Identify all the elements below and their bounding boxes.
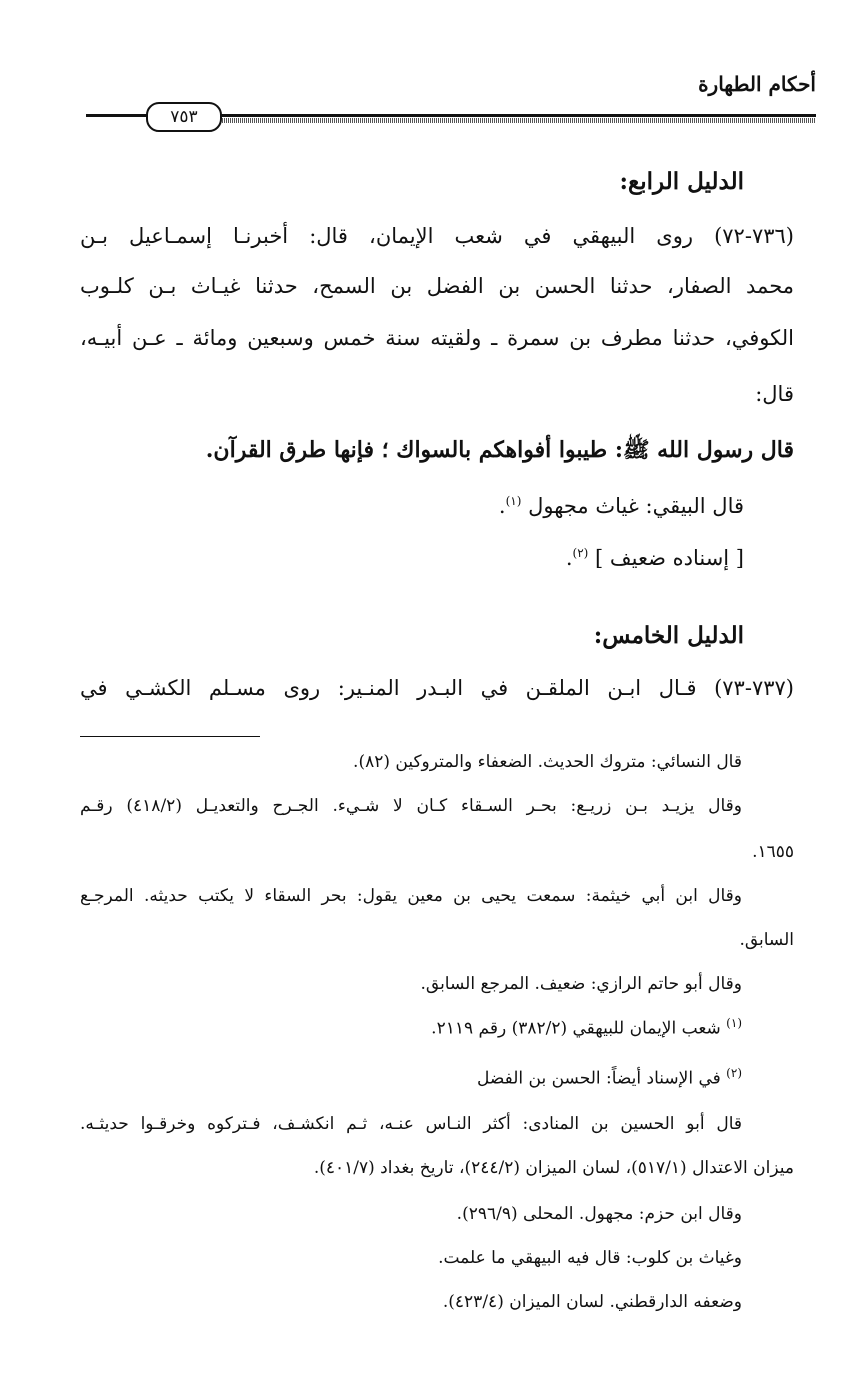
- isnad-grade: [566, 546, 744, 570]
- paragraph-line: محمد الصفار، حدثنا الحسن بن الفضل بن السمح، حدثنا غيـاث بـن كلـوب: [80, 274, 794, 298]
- header-rule-hatch: [216, 118, 816, 123]
- footnote-ref-1: (١): [505, 494, 522, 508]
- footnote-line: وقال أبو حاتم الرازي: ضعيف. المرجع السابق.: [420, 974, 742, 994]
- footnote-line: السابق.: [739, 930, 794, 950]
- bayhaqi-text: قال البيقي: غياث مجهول: [528, 494, 744, 518]
- heading-fourth-evidence: الدليل الرابع:: [619, 168, 744, 195]
- paragraph-line: (٧٣٦-٧٢) روى البيهقي في شعب الإيمان، قال: أخبرنـا إسمـاعيل بـن: [80, 224, 794, 248]
- footnote-2-mark: (٢): [726, 1066, 742, 1080]
- running-title: أحكام الطهارة: [698, 72, 816, 96]
- page-number-badge: ٧٥٣: [146, 102, 222, 132]
- footnote-line: وقال ابن أبي خيثمة: سمعت يحيى بن معين يقول: بحر السقاء لا يكتب حديثه. المرجـع: [80, 886, 742, 906]
- footnote-line: قال أبو الحسين بن المنادى: أكثر النـاس عنـه، ثـم انكشـف، فـتركوه وخرقـوا حديثـه.: [80, 1114, 742, 1134]
- bayhaqi-statement: [499, 494, 744, 518]
- footnote-1-text: شعب الإيمان للبيهقي (٣٨٢/٢) رقم ٢١١٩.: [431, 1018, 721, 1039]
- period: .: [498, 494, 506, 518]
- footnote-line: وغياث بن كلوب: قال فيه البيهقي ما علمت.: [438, 1248, 742, 1268]
- paragraph-line: الكوفي، حدثنا مطرف بن سمرة ـ ولقيته سنة خمس وسبعين ومائة ـ عـن أبيـه،: [80, 326, 794, 350]
- footnote-line: وقال يزيـد بـن زريـع: بحـر السـقاء كـان لا شـيء. الجـرح والتعديـل (٤١٨/٢) رقـم: [80, 796, 742, 816]
- period: .: [565, 546, 573, 570]
- grade-text: [ إسناده ضعيف ]: [595, 546, 744, 570]
- paragraph-line: قال:: [755, 382, 794, 406]
- footnote-ref-2: (٢): [572, 546, 589, 560]
- footnote-2: [477, 1066, 742, 1089]
- footnote-line: ميزان الاعتدال (٥١٧/١)، لسان الميزان (٢٤٤/٢)، تاريخ بغداد (٤٠١/٧).: [313, 1158, 794, 1178]
- footnote-1-mark: (١): [726, 1016, 742, 1030]
- footnote-line: وضعفه الدارقطني. لسان الميزان (٤٢٣/٤).: [442, 1292, 742, 1312]
- hadith-text: قال رسول الله ﷺ: طيبوا أفواهكم بالسواك ؛ فإنها طرق القرآن.: [205, 437, 794, 463]
- footnote-line: وقال ابن حزم: مجهول. المحلى (٢٩٦/٩).: [456, 1204, 742, 1224]
- footnote-separator: [80, 736, 260, 737]
- footnote-line: ١٦٥٥.: [752, 842, 794, 862]
- paragraph-line: (٧٣٧-٧٣) قـال ابـن الملقـن في البـدر المنـير: روى مسـلم الكشـي في: [80, 676, 794, 700]
- footnote-2-text: في الإسناد أيضاً: الحسن بن الفضل: [477, 1068, 721, 1089]
- footnote-1: [431, 1016, 742, 1039]
- footnote-line: قال النسائي: متروك الحديث. الضعفاء والمتروكين (٨٢).: [353, 752, 742, 772]
- heading-fifth-evidence: الدليل الخامس:: [593, 622, 744, 649]
